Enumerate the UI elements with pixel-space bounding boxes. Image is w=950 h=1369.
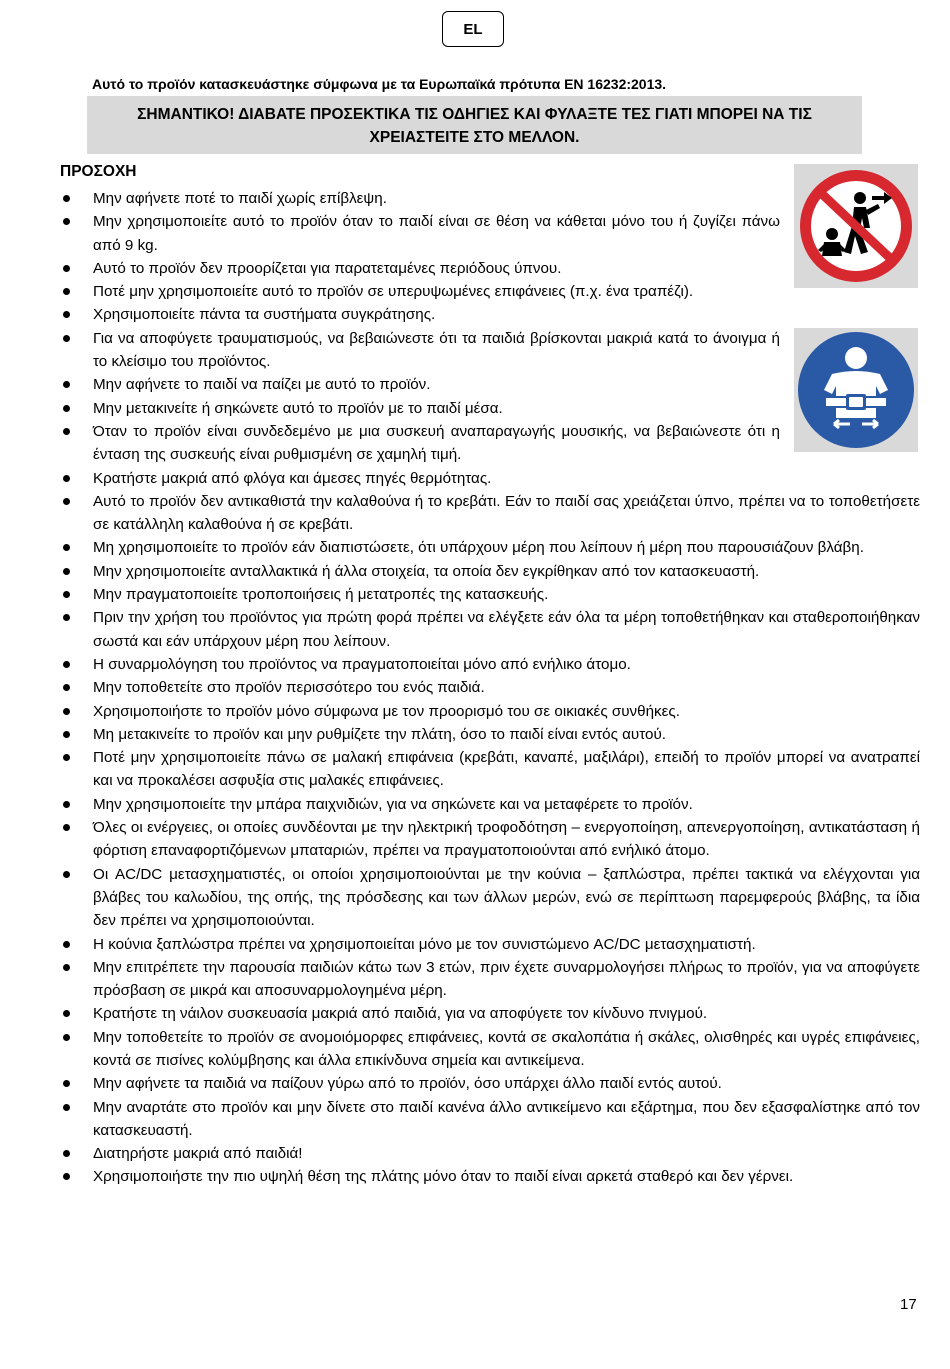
list-item-text: Μην χρησιμοποιείτε ανταλλακτικά ή άλλα στοιχεία, τα οποία δεν εγκρίθηκαν από τον κατασκευαστή. [93, 562, 760, 580]
standard-note: Αυτό το προϊόν κατασκευάστηκε σύμφωνα με τα Ευρωπαϊκά πρότυπα EN 16232:2013. [92, 76, 667, 92]
list-item-text: Μην χρησιμοποιείτε αυτό το προϊόν όταν το παιδί είναι σε θέση να κάθεται μόνο του ή ζυγίζει πάνω από 9 kg. [93, 213, 780, 254]
warning-list [60, 187, 920, 1189]
bullet-icon [63, 708, 70, 715]
list-item [60, 676, 920, 699]
list-item [60, 373, 780, 396]
list-item [60, 793, 920, 816]
bullet-icon [63, 941, 70, 948]
bullet-icon [63, 1173, 70, 1180]
bullet-icon [63, 335, 70, 342]
bullet-icon [63, 428, 70, 435]
bullet-icon [63, 1034, 70, 1041]
list-item-text: Μη χρησιμοποιείτε το προϊόν εάν διαπιστώσετε, ότι υπάρχουν μέρη που λείπουν ή μέρη που παρουσιάζουν βλάβη. [93, 539, 864, 557]
bullet-icon [63, 591, 70, 598]
bullet-icon [63, 568, 70, 575]
bullet-icon [63, 1104, 70, 1111]
list-item-text: Χρησιμοποιείτε πάντα τα συστήματα συγκράτησης. [93, 306, 436, 324]
list-item-text: Μην πραγματοποιείτε τροποποιήσεις ή μετατροπές της κατασκευής. [93, 586, 549, 604]
bullet-icon [63, 684, 70, 691]
bullet-icon [63, 1080, 70, 1087]
list-item-text: Αυτό το προϊόν δεν προορίζεται για παρατεταμένες περιόδους ύπνου. [93, 259, 562, 277]
bullet-icon [63, 964, 70, 971]
bullet-icon [63, 311, 70, 318]
list-item-text: Μην μετακινείτε ή σηκώνετε αυτό το προϊόν με το παιδί μέσα. [93, 399, 503, 417]
list-item-text: Μην επιτρέπετε την παρουσία παιδιών κάτω των 3 ετών, πριν έχετε συναρμολογήσει πλήρως το προϊόν, για να αποφύγετε πρόσβαση σε μικρά και αποσυναρμολογημένα μέρη. [93, 958, 920, 1000]
list-item [60, 746, 920, 793]
list-item-text: Διατηρήστε μακριά από παιδιά! [93, 1145, 303, 1163]
bullet-icon [63, 405, 70, 412]
language-badge: EL [442, 11, 504, 47]
list-item-text: Αυτό το προϊόν δεν αντικαθιστά την καλαθούνα ή το κρεβάτι. Εάν το παιδί σας χρειάζεται ύπνο, πρέπει να το τοποθετήσετε σε κατάλληλη καλαθούνα ή σε κρεβάτι. [93, 492, 920, 534]
bullet-icon [63, 731, 70, 738]
list-item-text: Χρησιμοποιήστε το προϊόν μόνο σύμφωνα με τον προορισμό του σε οικιακές συνθήκες. [93, 702, 680, 720]
list-item [60, 863, 920, 933]
bullet-icon [63, 381, 70, 388]
no-leaving-child-unattended-icon [794, 164, 918, 288]
list-item-text: Μην αναρτάτε στο προϊόν και μην δίνετε στο παιδί κανένα άλλο αντικείμενο και εξάρτημα, που δεν εξασφαλίστηκε από τον κατασκευαστή. [93, 1098, 920, 1139]
bullet-icon [63, 218, 70, 225]
bullet-icon [63, 614, 70, 621]
bullet-icon [63, 661, 70, 668]
list-item-text: Μην τοποθετείτε το προϊόν σε ανομοιόμορφες επιφάνειες, κοντά σε σκαλοπάτια ή σκάλες, ολισθηρές και υγρές επιφάνειες, κοντά σε πισίνες κολύμβησης και άλλα επικίνδυνα σημεία και αντικείμενα. [93, 1028, 920, 1069]
list-item [60, 467, 780, 490]
bullet-icon [63, 498, 70, 505]
list-item [60, 280, 795, 303]
list-item [60, 583, 920, 606]
list-item [60, 327, 780, 374]
list-item [60, 816, 920, 863]
list-item [60, 490, 920, 537]
bullet-icon [63, 288, 70, 295]
bullet-icon [63, 1150, 70, 1157]
list-item [60, 1096, 920, 1143]
list-item [60, 723, 920, 746]
use-restraint-belt-icon [794, 328, 918, 452]
list-item [60, 303, 780, 326]
list-item [60, 187, 780, 210]
list-item [60, 1026, 920, 1073]
list-item-text: Μην αφήνετε τα παιδιά να παίζουν γύρω από το προϊόν, όσο υπάρχει άλλο παιδί εντός αυτού. [93, 1075, 722, 1093]
list-item-text: Μην τοποθετείτε στο προϊόν περισσότερο του ενός παιδιά. [93, 679, 485, 697]
list-item [60, 700, 920, 723]
list-item [60, 933, 920, 956]
list-item [60, 1002, 920, 1025]
list-item-text: Κρατήστε τη νάιλον συσκευασία μακριά από παιδιά, για να αποφύγετε τον κίνδυνο πνιγμού. [93, 1005, 708, 1023]
list-item [60, 606, 920, 653]
list-item-text: Μην αφήνετε ποτέ το παιδί χωρίς επίβλεψη. [93, 190, 387, 207]
list-item-text: Η συναρμολόγηση του προϊόντος να πραγματοποιείται μόνο από ενήλικο άτομο. [93, 655, 631, 673]
bullet-icon [63, 475, 70, 482]
list-item-text: Όταν το προϊόν είναι συνδεδεμένο με μια συσκευή αναπαραγωγής μουσικής, να βεβαιώνεστε ότι η ένταση της συσκευής είναι ρυθμισμένη σε χαμηλή τιμή. [93, 422, 780, 464]
list-item-text: Μην χρησιμοποιείτε την μπάρα παιχνιδιών, για να σηκώνετε και να μεταφέρετε το προϊόν. [93, 795, 693, 813]
bullet-icon [63, 824, 70, 831]
list-item [60, 1142, 920, 1165]
list-item [60, 210, 780, 257]
important-notice-box [87, 96, 862, 154]
list-item [60, 1072, 920, 1095]
bullet-icon [63, 801, 70, 808]
list-item-text: Μη μετακινείτε το προϊόν και μην ρυθμίζετε την πλάτη, όσο το παιδί είναι εντός αυτού. [93, 725, 666, 743]
list-item-text: Όλες οι ενέργειες, οι οποίες συνδέονται με την ηλεκτρική τροφοδότηση – ενεργοποίηση, απενεργοποίηση, αντικατάσταση ή φόρτιση επαναφορτιζόμενων μπαταριών, πρέπει να πραγματοποιούνται από ενήλικό άτομο. [93, 819, 920, 860]
list-item-text: Οι AC/DC μετασχηματιστές, οι οποίοι χρησιμοποιούνται με την κούνια – ξαπλώστρα, πρέπει τακτικά να ελέγχονται για βλάβες του καλωδίου, της οπής, της πρόσδεσης και των άλλων μερών, ενώ σε περίπτωση παρεμφερούς βλάβης, τα ίδια δεν πρέπει να χρησιμοποιούνται. [93, 865, 920, 930]
bullet-icon [63, 195, 70, 202]
bullet-icon [63, 544, 70, 551]
list-item-text: Πριν την χρήση του προϊόντος για πρώτη φορά πρέπει να ελέγξετε εάν όλα τα μέρη τοποθετήθηκαν και σταθεροποιήθηκαν σωστά και εάν υπάρχουν μέρη που λείπουν. [93, 609, 920, 650]
bullet-icon [63, 871, 70, 878]
list-item-text: Για να αποφύγετε τραυματισμούς, να βεβαιώνεστε ότι τα παιδιά βρίσκονται μακριά κατά το άνοιγμα ή το κλείσιμο του προϊόντος. [93, 329, 780, 371]
list-item-text: Μην αφήνετε το παιδί να παίζει με αυτό το προϊόν. [93, 376, 431, 394]
list-item [60, 956, 920, 1003]
list-item [60, 536, 920, 559]
list-item [60, 257, 780, 280]
list-item-text: Χρησιμοποιήστε την πιο υψηλή θέση της πλάτης μόνο όταν το παιδί είναι αρκετά σταθερό και δεν γέρνει. [93, 1168, 794, 1186]
list-item [60, 397, 780, 420]
list-item-text: Η κούνια ξαπλώστρα πρέπει να χρησιμοποιείται μόνο με τον συνιστώμενο AC/DC μετασχηματιστή. [93, 935, 756, 953]
bullet-icon [63, 1010, 70, 1017]
page-number: 17 [900, 1296, 917, 1313]
list-item [60, 653, 920, 676]
list-item [60, 1165, 920, 1188]
important-notice-line-1: ΣΗΜΑΝΤΙΚΟ! ΔΙΑΒΑΤΕ ΠΡΟΣΕΚΤΙΚΑ ΤΙΣ ΟΔΗΓΙΕΣ ΚΑΙ ΦΥΛΑΞΤΕ ΤΕΣ ΓΙΑΤΙ ΜΠΟΡΕΙ ΝΑ ΤΙΣ [137, 106, 812, 123]
list-item [60, 560, 920, 583]
list-item-text: Ποτέ μην χρησιμοποιείτε πάνω σε μαλακή επιφάνεια (κρεβάτι, καναπέ, μαξιλάρι), επειδή το προϊόν μπορεί να ανατραπεί και να προκαλέσει ασφυξία στις μαλακές επιφάνειες. [93, 749, 920, 790]
important-notice-line-2: ΧΡΕΙΑΣΤΕΙΤΕ ΣΤΟ ΜΕΛΛΟΝ. [369, 129, 580, 146]
bullet-icon [63, 265, 70, 272]
list-item-text: Κρατήστε μακριά από φλόγα και άμεσες πηγές θερμότητας. [93, 469, 492, 487]
bullet-icon [63, 754, 70, 761]
warning-heading: ΠΡΟΣΟΧΗ [60, 163, 137, 180]
list-item [60, 420, 780, 467]
list-item-text: Ποτέ μην χρησιμοποιείτε αυτό το προϊόν σε υπερυψωμένες επιφάνειες (π.χ. ένα τραπέζι). [93, 283, 694, 301]
